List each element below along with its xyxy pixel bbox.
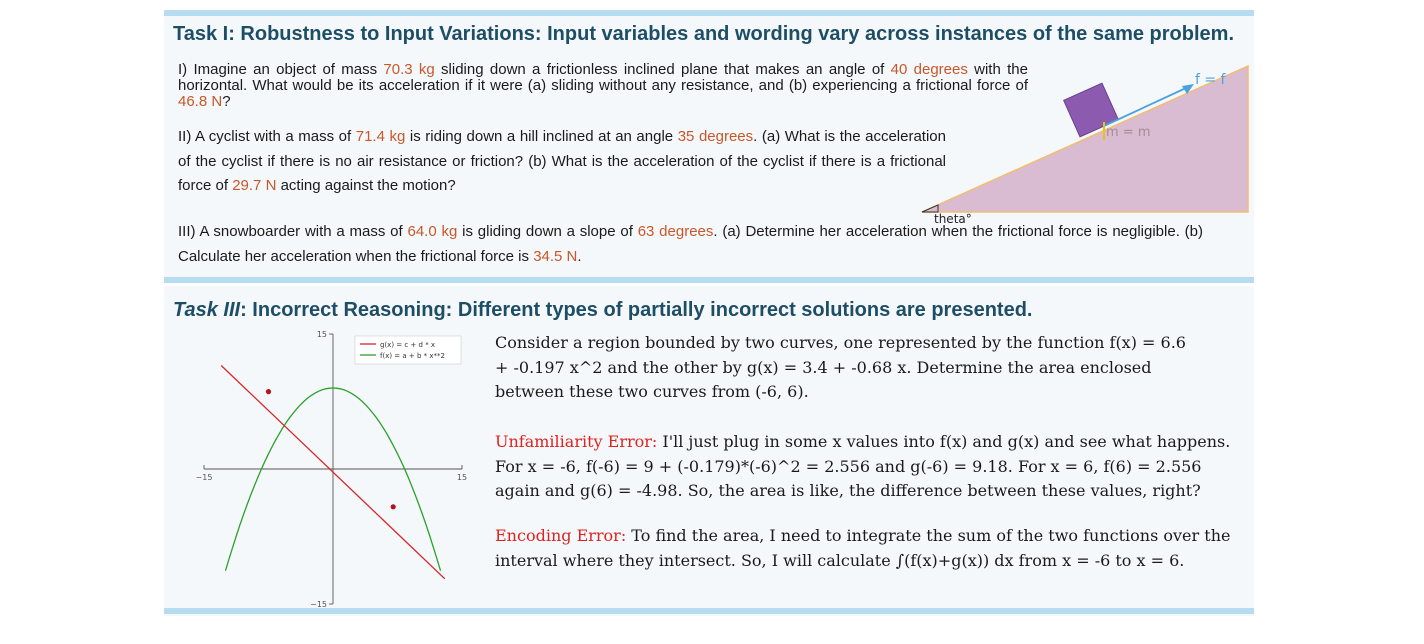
task1-top-bar — [164, 10, 1254, 16]
legend-g-label: g(x) = c + d * x — [380, 341, 436, 349]
problem-1-angle: 40 degrees — [890, 61, 968, 78]
problem-3-angle: 63 degrees — [637, 223, 714, 240]
y-tick-label-max: 15 — [316, 330, 327, 339]
problem-3-mass: 64.0 kg — [407, 223, 458, 240]
encoding-error-text: To find the area, I need to integrate the sum of the two functions over the interval where they intersect. So, I will calculate ∫(f(x)+g(x)) dx from x = -6 to x = 6. — [495, 526, 1231, 570]
problem-2: II) A cyclist with a mass of 71.4 kg is riding down a hill inclined at an angle 35 degrees. (a) What is the acceleration of the cyclist if there is no air resistance or friction? (b) What is the acceleration of the cyclist if there is a frictional force of 29.7 N acting against the motion? — [178, 128, 946, 194]
unfamiliarity-error-text: I'll just plug in some x values into f(x) and g(x) and see what happens. For x = -6, f(-6) = 9 + (-0.179)*(-6)^2 = 2.556 and g(-6) = 9.18. For x = 6, f(6) = 2.556 again and g(6) = -4.98. So, the area is like, the difference between these values, right? — [495, 432, 1231, 500]
task3-title-rest: : Incorrect Reasoning: Different types of partially incorrect solutions are presented. — [240, 299, 1033, 321]
point-marker-2 — [391, 504, 396, 509]
panel-divider-bar — [164, 277, 1254, 283]
problem-1: I) Imagine an object of mass 70.3 kg sliding down a frictionless inclined plane that makes an angle of 40 degrees with the horizontal. What would be its acceleration if it were (a) sliding without any resistance, and (b) experiencing a frictional force of 46.8 N? — [178, 61, 1028, 110]
problem-1-force: 46.8 N — [178, 93, 223, 110]
problem-1-mass: 70.3 kg — [383, 61, 435, 78]
task3-title-italic: Task III — [173, 299, 241, 321]
unfamiliarity-error — [495, 430, 1235, 504]
task1-title: Task I: Robustness to Input Variations: Input variables and wording vary across instances of the same problem. — [173, 23, 1234, 45]
point-markers — [266, 389, 396, 509]
function-plot — [190, 322, 480, 612]
problem-2-angle: 35 degrees — [677, 128, 754, 145]
task3-title — [173, 299, 1032, 322]
x-tick-label-max: 15 — [456, 473, 468, 482]
incline-diagram — [918, 60, 1254, 230]
force-label: f = f — [1195, 72, 1226, 88]
unfamiliarity-error-label: Unfamiliarity Error: — [495, 432, 658, 451]
y-tick-label-min: −15 — [310, 600, 327, 609]
encoding-error — [495, 524, 1247, 573]
x-tick-label-min: −15 — [195, 473, 213, 482]
problem-3: III) A snowboarder with a mass of 64.0 kg is gliding down a slope of 63 degrees. (a) Determine her acceleration when the frictional force is negligible. (b) Calculate her acceleration when the frictional force is 34.5 N. — [178, 223, 1203, 265]
encoding-error-label: Encoding Error: — [495, 526, 627, 545]
problem-3-force: 34.5 N — [533, 247, 578, 265]
question-text: Consider a region bounded by two curves, one represented by the function f(x) = 6.6 + -0.197 x^2 and the other by g(x) = 3.4 + -0.68 x. Determine the area enclosed between these two curves from (-6, 6). — [495, 333, 1186, 401]
legend — [355, 336, 461, 364]
problem-2-mass: 71.4 kg — [355, 128, 406, 145]
mass-label: m = m — [1106, 125, 1151, 140]
problem-2-force: 29.7 N — [232, 177, 277, 194]
point-marker-1 — [266, 389, 271, 394]
legend-f-label: f(x) = a + b * x**2 — [380, 352, 445, 360]
angle-label: theta° — [934, 212, 972, 226]
